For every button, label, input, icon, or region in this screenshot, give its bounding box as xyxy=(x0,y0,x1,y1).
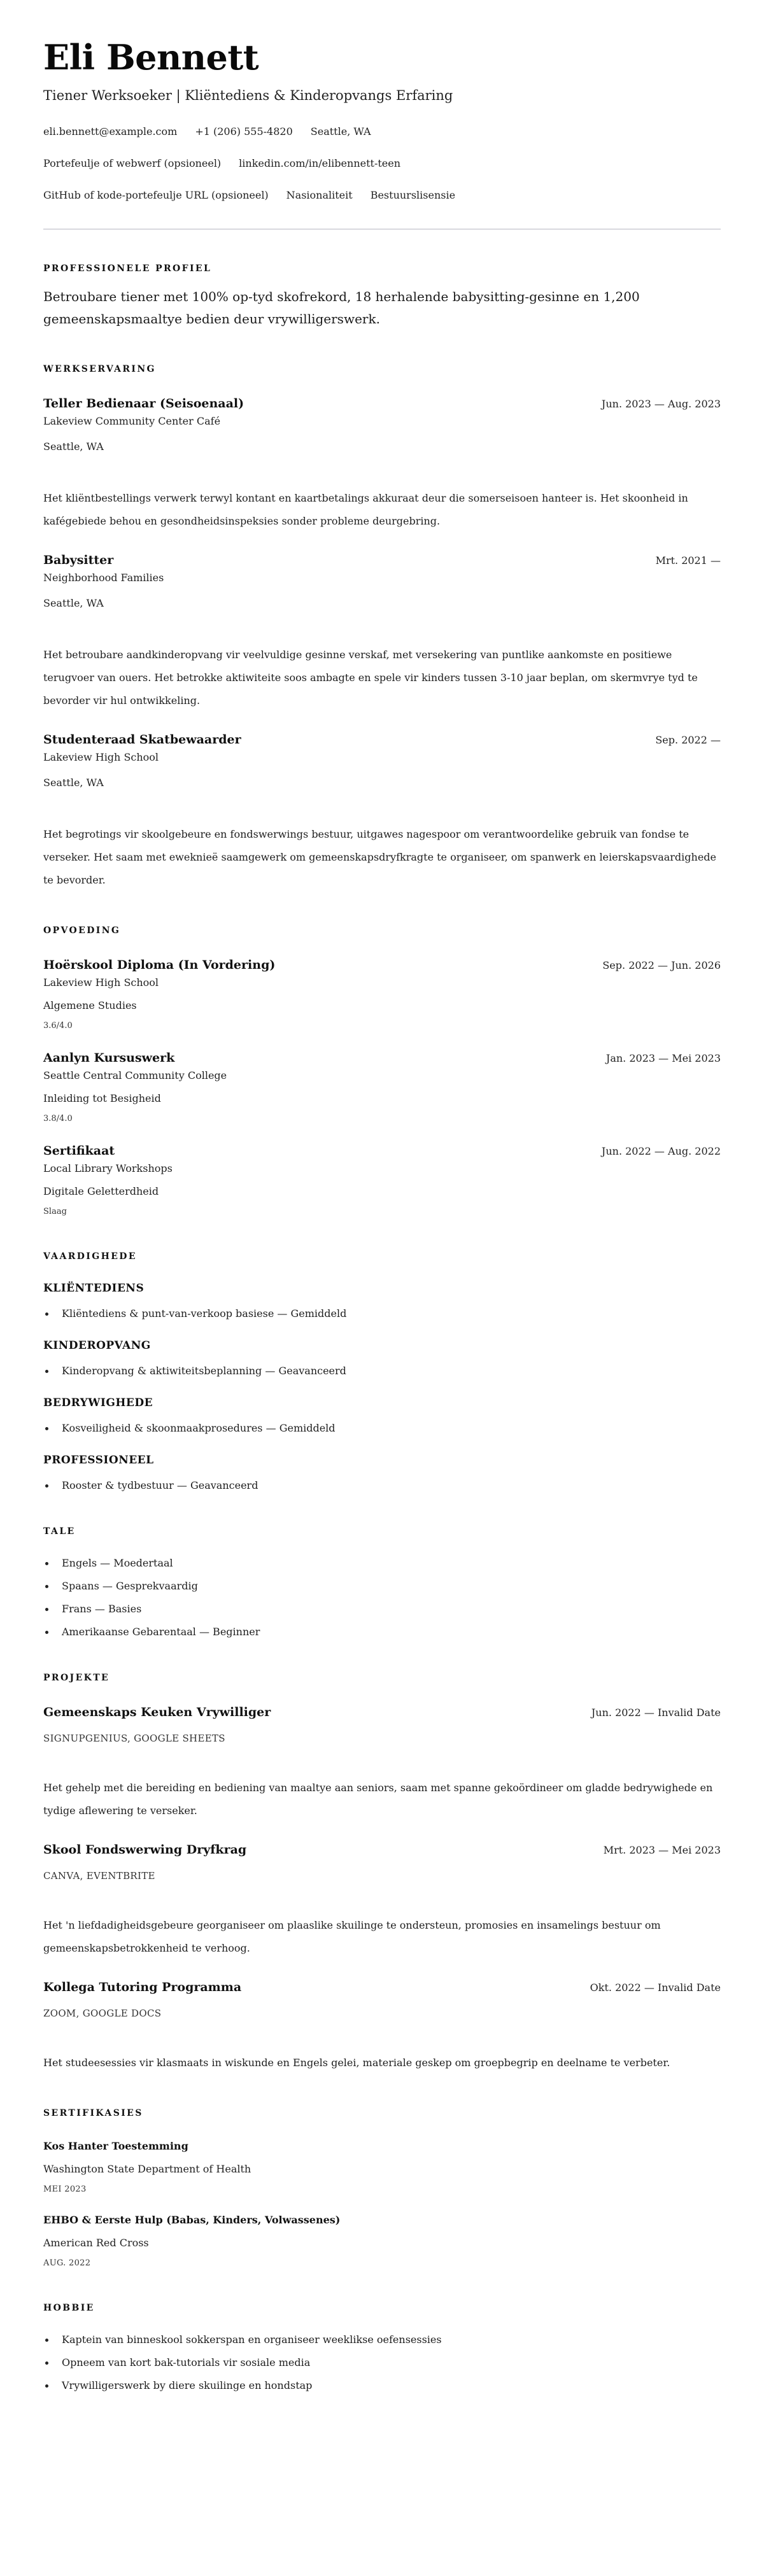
bullet-icon xyxy=(45,2339,48,2342)
profile-section xyxy=(43,263,721,330)
contact-row xyxy=(43,125,721,139)
school-name: Lakeview High School xyxy=(43,976,159,989)
language-item: Engels — Moedertaal xyxy=(43,1556,721,1570)
section-title: OPVOEDING xyxy=(43,926,121,936)
grade: 3.8/4.0 xyxy=(43,1114,73,1124)
education-date: Jun. 2022 — Aug. 2022 xyxy=(601,1145,721,1158)
profile-summary: Betroubare tiener met 100% op-tyd skofrekord, 18 herhalende babysitting-gesinne en 1,200 gemeenskapsmaaltye bedien deur vrywilligerswerk. xyxy=(43,289,640,327)
project-title: Gemeenskaps Keuken Vrywilliger xyxy=(43,1705,271,1720)
job-description: Het begrotings vir skoolgebeure en fondswerwings bestuur, uitgawes nagespoor om verantwoordelike gebruik van fondse te verseker. Het saam met eweknieë saamgewerk om gemeenskapsdryfkragte te organiseer, om spanwerk en leierskapsvaardighede te bevorder. xyxy=(43,828,717,887)
hobby-item: Opneem van kort bak-tutorials vir sosiale media xyxy=(43,2356,721,2370)
job-company: Lakeview Community Center Café xyxy=(43,415,221,428)
bullet-icon xyxy=(45,1484,48,1488)
section-title: PROFESSIONELE PROFIEL xyxy=(43,264,212,274)
field-of-study: Inleiding tot Besigheid xyxy=(43,1092,161,1105)
skill-item: Kosveiligheid & skoonmaakprosedures — Gemiddeld xyxy=(43,1421,721,1435)
certification-name: Kos Hanter Toestemming xyxy=(43,2140,188,2153)
skill-category: BEDRYWIGHEDE xyxy=(43,1397,153,1410)
bullet-icon xyxy=(45,1313,48,1316)
education-section xyxy=(43,925,721,1218)
education-date: Sep. 2022 — Jun. 2026 xyxy=(602,959,721,972)
skill-item: Rooster & tydbestuur — Geavanceerd xyxy=(43,1479,721,1493)
skill-category: PROFESSIONEEL xyxy=(43,1454,154,1467)
certification-date: MEI 2023 xyxy=(43,2185,87,2195)
job-description: Het betroubare aandkinderopvang vir veelvuldige gesinne verskaf, met versekering van puntlike aankomste en positiewe terugvoer van ouers. Het betrokke aktiwiteite soos ambagte en spele vir kinders tussen 3-10 jaar beplan, om skermvrye tyd te bevorder vir hul ontwikkeling. xyxy=(43,649,698,707)
candidate-name: Eli Bennett xyxy=(43,37,259,78)
education-entry xyxy=(43,957,721,1032)
section-title: WERKSERVARING xyxy=(43,364,156,375)
project-title: Skool Fondswerwing Dryfkrag xyxy=(43,1843,247,1857)
degree-title: Sertifikaat xyxy=(43,1144,115,1158)
field-of-study: Digitale Geletterdheid xyxy=(43,1185,159,1198)
section-title: SERTIFIKASIES xyxy=(43,2108,143,2119)
skill-group xyxy=(43,1339,721,1378)
section-title: HOBBIE xyxy=(43,2303,95,2314)
candidate-headline: Tiener Werksoeker | Kliëntediens & Kinderopvangs Erfaring xyxy=(43,87,453,103)
hobby-item: Vrywilligerswerk by diere skuilinge en hondstap xyxy=(43,2379,721,2393)
certification-date: AUG. 2022 xyxy=(43,2258,91,2269)
certification-entry xyxy=(43,2139,721,2195)
job-company: Lakeview High School xyxy=(43,751,159,764)
bullet-icon xyxy=(45,1370,48,1373)
section-title: TALE xyxy=(43,1526,76,1537)
contact-nationality: Nasionaliteit xyxy=(286,189,353,202)
contact-email[interactable]: eli.bennett@example.com xyxy=(43,125,178,138)
bullet-icon xyxy=(45,1631,48,1634)
job-location: Seattle, WA xyxy=(43,597,104,610)
contact-github[interactable]: GitHub of kode-portefeulje URL (opsioneel) xyxy=(43,189,269,202)
projects-section xyxy=(43,1672,721,2074)
skill-group xyxy=(43,1453,721,1493)
job-location: Seattle, WA xyxy=(43,777,104,789)
certification-entry xyxy=(43,2213,721,2269)
job-title: Babysitter xyxy=(43,553,114,568)
skill-item: Kliëntediens & punt-van-verkoop basiese — Gemiddeld xyxy=(43,1307,721,1321)
project-entry xyxy=(43,1704,721,1822)
experience-entry xyxy=(43,731,721,892)
certification-issuer: American Red Cross xyxy=(43,2237,149,2249)
language-item: Frans — Basies xyxy=(43,1602,721,1616)
job-title: Studenteraad Skatbewaarder xyxy=(43,733,241,747)
grade: Slaag xyxy=(43,1207,67,1217)
certifications-section xyxy=(43,2108,721,2269)
job-date: Jun. 2023 — Aug. 2023 xyxy=(601,398,721,411)
project-entry xyxy=(43,1841,721,1960)
resume-header xyxy=(43,37,721,230)
contact-row xyxy=(43,188,721,202)
skill-item: Kinderopvang & aktiwiteitsbeplanning — Geavanceerd xyxy=(43,1364,721,1378)
experience-entry xyxy=(43,395,721,533)
contact-linkedin[interactable]: linkedin.com/in/elibennett-teen xyxy=(239,157,401,170)
skill-category: KLIËNTEDIENS xyxy=(43,1282,145,1295)
project-description: Het gehelp met die bereiding en bediening van maaltye aan seniors, saam met spanne gekoördineer om gladde bedrywighede en tydige aflewering te verseker. xyxy=(43,1782,713,1817)
bullet-icon xyxy=(45,1585,48,1588)
school-name: Local Library Workshops xyxy=(43,1162,173,1175)
contact-phone[interactable]: +1 (206) 555-4820 xyxy=(195,125,293,138)
project-tech: ZOOM, GOOGLE DOCS xyxy=(43,2008,162,2020)
project-description: Het 'n liefdadigheidsgebeure georganiseer om plaaslike skuilinge te ondersteun, promosies en insamelings bestuur om gemeenskapsbetrokkenheid te verhoog. xyxy=(43,1919,661,1955)
project-tech: SIGNUPGENIUS, GOOGLE SHEETS xyxy=(43,1733,225,1745)
education-entry xyxy=(43,1050,721,1125)
job-title: Teller Bedienaar (Seisoenaal) xyxy=(43,397,244,411)
project-date: Okt. 2022 — Invalid Date xyxy=(590,1981,721,1994)
languages-section xyxy=(43,1526,721,1639)
grade: 3.6/4.0 xyxy=(43,1021,73,1031)
bullet-icon xyxy=(45,1427,48,1430)
language-item: Spaans — Gesprekvaardig xyxy=(43,1579,721,1593)
language-item: Amerikaanse Gebarentaal — Beginner xyxy=(43,1625,721,1639)
header-divider xyxy=(43,229,721,230)
contact-row xyxy=(43,157,721,171)
section-title: VAARDIGHEDE xyxy=(43,1251,137,1262)
field-of-study: Algemene Studies xyxy=(43,999,137,1012)
school-name: Seattle Central Community College xyxy=(43,1069,227,1082)
contact-drivers-license: Bestuurslisensie xyxy=(370,189,456,202)
job-date: Sep. 2022 — xyxy=(655,734,721,747)
project-entry xyxy=(43,1979,721,2074)
skills-section xyxy=(43,1251,721,1493)
degree-title: Aanlyn Kursuswerk xyxy=(43,1051,175,1066)
project-date: Mrt. 2023 — Mei 2023 xyxy=(603,1844,721,1857)
contact-location: Seattle, WA xyxy=(310,125,371,138)
education-entry xyxy=(43,1143,721,1218)
job-company: Neighborhood Families xyxy=(43,572,164,584)
degree-title: Hoërskool Diploma (In Vordering) xyxy=(43,958,276,973)
hobbies-section xyxy=(43,2302,721,2393)
bullet-icon xyxy=(45,1562,48,1565)
certification-name: EHBO & Eerste Hulp (Babas, Kinders, Volwassenes) xyxy=(43,2214,341,2227)
section-title: PROJEKTE xyxy=(43,1673,110,1684)
experience-entry xyxy=(43,552,721,712)
job-location: Seattle, WA xyxy=(43,440,104,453)
bullet-icon xyxy=(45,2384,48,2388)
job-date: Mrt. 2021 — xyxy=(655,554,721,567)
project-description: Het studeesessies vir klasmaats in wiskunde en Engels gelei, materiale geskep om groepbegrip en deelname te verbeter. xyxy=(43,2057,670,2069)
project-date: Jun. 2022 — Invalid Date xyxy=(591,1707,721,1719)
hobby-item: Kaptein van binneskool sokkerspan en organiseer weeklikse oefensessies xyxy=(43,2333,721,2347)
experience-section xyxy=(43,363,721,892)
project-tech: CANVA, EVENTBRITE xyxy=(43,1870,155,1882)
skill-group xyxy=(43,1281,721,1321)
job-description: Het kliëntbestellings verwerk terwyl kontant en kaartbetalings akkuraat deur die somerseisoen hanteer is. Het skoonheid in kafégebiede behou en gesondheidsinspeksies sonder probleme deurgebring. xyxy=(43,492,688,528)
education-date: Jan. 2023 — Mei 2023 xyxy=(605,1052,721,1065)
contact-portfolio[interactable]: Portefeulje of webwerf (opsioneel) xyxy=(43,157,222,170)
skill-category: KINDEROPVANG xyxy=(43,1339,151,1353)
project-title: Kollega Tutoring Programma xyxy=(43,1980,242,1995)
certification-issuer: Washington State Department of Health xyxy=(43,2163,251,2176)
bullet-icon xyxy=(45,1608,48,1611)
skill-group xyxy=(43,1396,721,1435)
bullet-icon xyxy=(45,2361,48,2365)
